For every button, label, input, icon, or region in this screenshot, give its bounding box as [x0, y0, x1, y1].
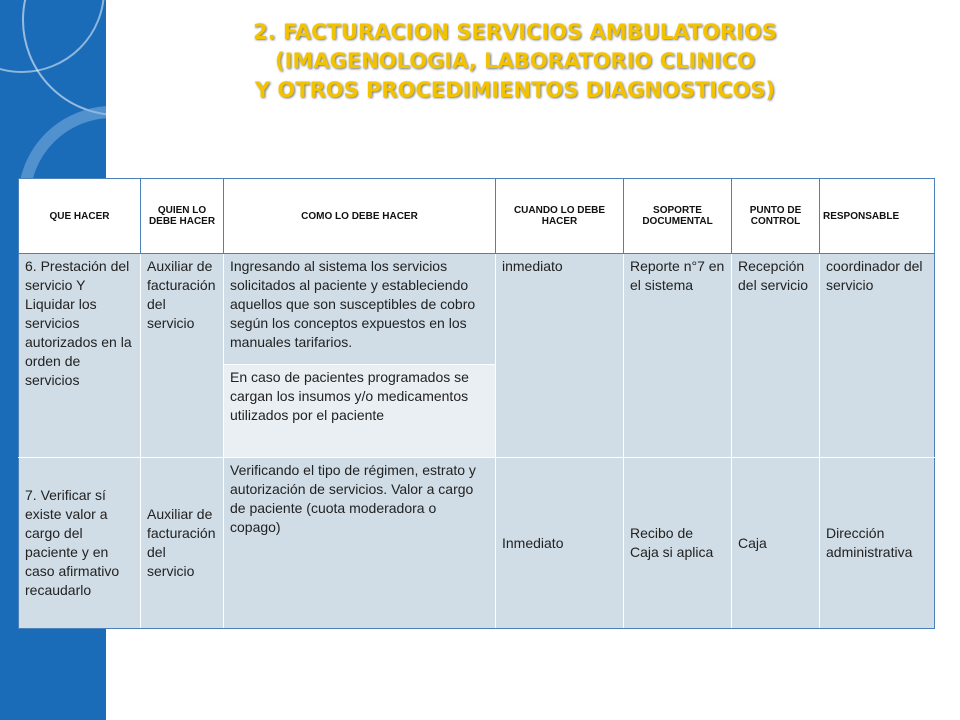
row6-quien: Auxiliar de facturación del servicio: [141, 254, 224, 458]
row6-soporte: Reporte n°7 en el sistema: [624, 254, 732, 458]
row7-que-hacer: 7. Verificar sí existe valor a cargo del paciente y en caso afirmativo recaudarlo: [19, 458, 141, 629]
row7-como: Verificando el tipo de régimen, estrato y autorización de servicios. Valor a cargo de paciente (cuota moderadora o copago): [224, 458, 496, 629]
row7-punto-de-control: Caja: [732, 458, 820, 629]
header-quien-lo-debe-hacer: QUIEN LO DEBE HACER: [141, 179, 224, 254]
title-line-3: Y OTROS PROCEDIMIENTOS DIAGNOSTICOS): [254, 78, 776, 102]
row6-como-b: En caso de pacientes programados se cargan los insumos y/o medicamentos utilizados por el paciente: [224, 365, 496, 458]
row6-cuando: inmediato: [496, 254, 624, 458]
row6-que-hacer: 6. Prestación del servicio Y Liquidar los servicios autorizados en la orden de servicios: [19, 254, 141, 458]
table-row: [19, 254, 935, 365]
header-que-hacer: QUE HACER: [19, 179, 141, 254]
row6-punto-de-control: Recepción del servicio: [732, 254, 820, 458]
table-header-row: [19, 179, 935, 254]
row7-soporte: Recibo de Caja si aplica: [624, 458, 732, 629]
header-cuando-lo-debe-hacer: CUANDO LO DEBE HACER: [496, 179, 624, 254]
header-como-lo-debe-hacer: COMO LO DEBE HACER: [224, 179, 496, 254]
title-line-1: 2. FACTURACION SERVICIOS AMBULATORIOS: [253, 20, 777, 44]
page-title: [110, 18, 920, 105]
header-responsable: RESPONSABLE: [820, 179, 935, 254]
process-table: [18, 178, 935, 629]
row7-responsable: Dirección administrativa: [820, 458, 935, 629]
table-row: [19, 458, 935, 629]
row7-quien: Auxiliar de facturación del servicio: [141, 458, 224, 629]
row6-como-a: Ingresando al sistema los servicios solicitados al paciente y estableciendo aquellos que son susceptibles de cobro según los conceptos expuestos en los manuales tarifarios.: [224, 254, 496, 365]
header-soporte-documental: SOPORTE DOCUMENTAL: [624, 179, 732, 254]
row6-responsable: coordinador del servicio: [820, 254, 935, 458]
row7-cuando: Inmediato: [496, 458, 624, 629]
title-line-2: (IMAGENOLOGIA, LABORATORIO CLINICO: [275, 49, 755, 73]
header-punto-de-control: PUNTO DE CONTROL: [732, 179, 820, 254]
